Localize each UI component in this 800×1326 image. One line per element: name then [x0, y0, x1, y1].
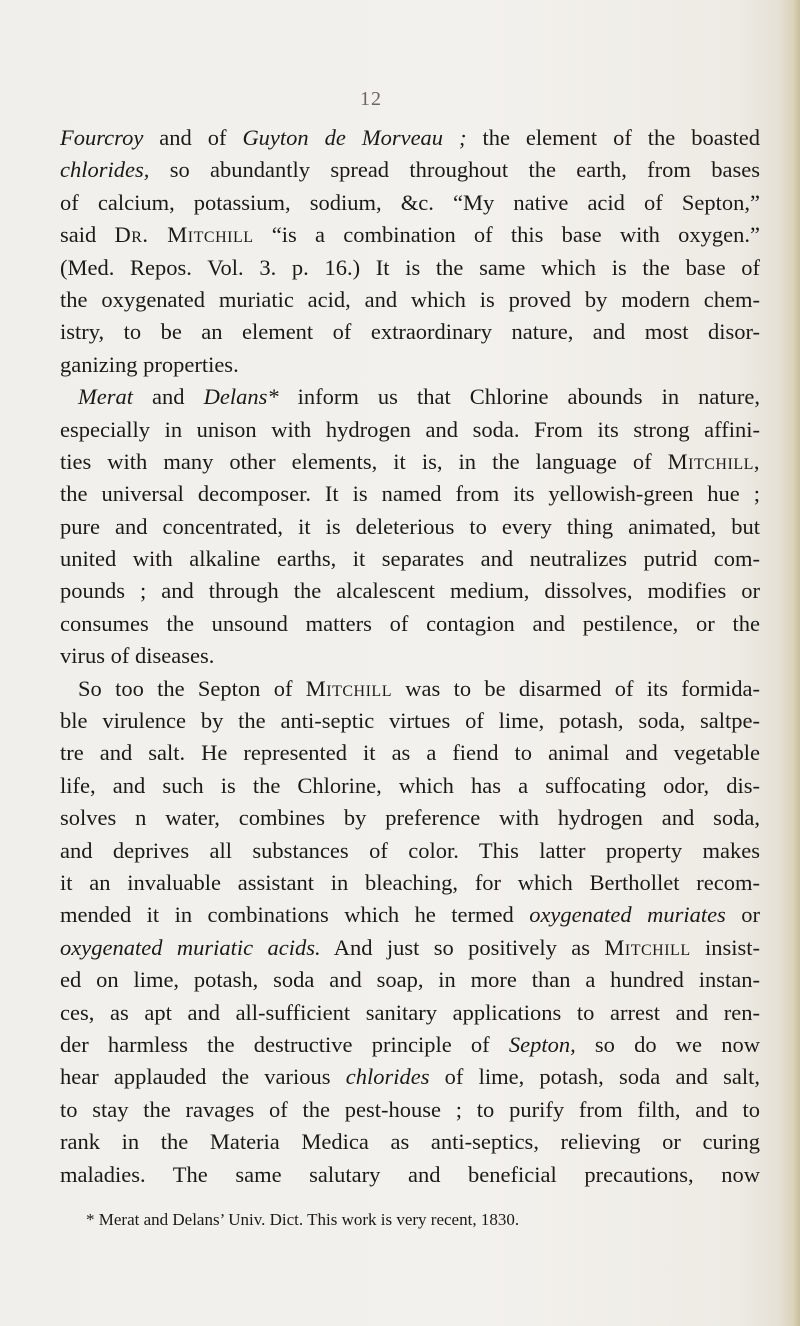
text-segment: Mitchill — [305, 675, 392, 701]
text-line — [60, 122, 760, 154]
text-line — [60, 219, 760, 251]
text-line — [60, 770, 760, 802]
text-line — [60, 575, 760, 607]
text-line — [60, 932, 760, 964]
text-line — [60, 284, 760, 316]
text-segment: mended it in combinations which he termed — [60, 902, 530, 928]
text-segment: Dr. Mitchill — [114, 222, 254, 248]
text-segment: Septon, — [508, 1031, 576, 1057]
text-line — [60, 543, 760, 575]
text-segment: so abundantly spread throughout the earth, from bases — [149, 157, 760, 183]
text-segment: Mitchill — [604, 934, 691, 960]
text-line — [60, 608, 760, 640]
text-segment: or — [725, 902, 761, 928]
text-segment: ganizing properties. — [60, 351, 239, 377]
text-line — [60, 835, 760, 867]
text-segment: hear applauded the various — [60, 1064, 346, 1090]
text-segment: ble virulence by the anti-septic virtues of lime, potash, soda, saltpe- — [60, 708, 760, 734]
text-segment: ces, as apt and all-sufficient sanitary applications to arrest and ren- — [60, 999, 760, 1025]
page-edge-shadow — [778, 0, 800, 1326]
footnote: * Merat and Delans’ Univ. Dict. This work is very recent, 1830. — [86, 1210, 520, 1229]
text-segment: rank in the Materia Medica as anti-septics, relieving or curing — [60, 1129, 760, 1155]
text-line — [60, 802, 760, 834]
text-segment: life, and such is the Chlorine, which has a suffocating odor, dis- — [60, 772, 760, 798]
text-line — [60, 446, 760, 478]
text-segment: ties with many other elements, it is, in the language of — [60, 448, 668, 474]
text-segment: the universal decomposer. It is named from its yellowish-green hue ; — [60, 481, 760, 507]
text-segment: and — [133, 384, 204, 410]
text-segment: and of — [143, 125, 243, 150]
text-segment: especially in unison with hydrogen and soda. From its strong affini- — [60, 416, 760, 442]
text-segment: united with alkaline earths, it separates and neutralizes putrid com- — [60, 546, 760, 572]
text-segment: the oxygenated muriatic acid, and which is proved by modern chem- — [60, 286, 760, 312]
text-segment: Fourcroy — [60, 125, 144, 150]
text-segment: virus of diseases. — [60, 643, 215, 669]
text-segment: Mitchill, — [667, 448, 760, 474]
text-segment: inform us that Chlorine abounds in nature, — [278, 384, 760, 410]
text-segment: said — [60, 222, 115, 248]
text-segment: was to be disarmed of its formida- — [391, 675, 761, 701]
text-line — [60, 349, 760, 381]
text-line — [60, 478, 760, 510]
text-segment: oxygenated muriates — [529, 902, 726, 928]
text-segment: (Med. Repos. Vol. 3. p. 16.) It is the same which is the base of — [60, 254, 760, 280]
text-line — [60, 252, 760, 284]
text-segment: of lime, potash, soda and salt, — [429, 1064, 761, 1090]
text-line — [60, 673, 760, 705]
text-line — [60, 187, 760, 219]
page-number: 12 — [360, 88, 382, 110]
text-line — [60, 154, 760, 186]
text-line — [60, 1159, 760, 1191]
text-line — [60, 511, 760, 543]
text-segment: So too the Septon of — [78, 675, 306, 701]
text-segment: oxygenated muriatic acids. — [60, 934, 321, 960]
text-segment: ed on lime, potash, soda and soap, in more than a hundred instan- — [60, 967, 760, 993]
text-segment: pure and concentrated, it is deleterious to every thing animated, but — [60, 513, 760, 539]
text-segment: “is a combination of this base with oxygen.” — [253, 222, 760, 248]
text-segment: it an invaluable assistant in bleaching, for which Berthollet recom- — [60, 869, 760, 895]
text-segment: Merat — [78, 384, 133, 410]
text-line — [60, 1029, 760, 1061]
text-segment: to stay the ravages of the pest-house ; to purify from filth, and to — [60, 1096, 760, 1122]
text-segment: chlorides — [345, 1064, 430, 1090]
text-line — [60, 1094, 760, 1126]
text-segment: Guyton de Morveau ; — [242, 125, 467, 150]
text-segment: solves n water, combines by preference with hydrogen and soda, — [60, 805, 760, 831]
text-segment: maladies. The same salutary and beneficial precautions, now — [60, 1161, 760, 1187]
text-line — [60, 964, 760, 996]
text-segment: of calcium, potassium, sodium, &c. “My native acid of Septon,” — [60, 189, 760, 215]
text-segment: pounds ; and through the alcalescent medium, dissolves, modifies or — [60, 578, 760, 604]
text-segment: and deprives all substances of color. This latter property makes — [60, 837, 760, 863]
text-line — [60, 316, 760, 348]
text-segment: And just so positively as — [320, 934, 605, 960]
text-line — [60, 1061, 760, 1093]
text-segment: Delans* — [203, 384, 279, 410]
text-segment: so do we now — [575, 1031, 760, 1057]
text-line — [60, 414, 760, 446]
text-line — [60, 640, 760, 672]
text-line — [60, 899, 760, 931]
text-segment: insist- — [690, 934, 760, 960]
text-segment: istry, to be an element of extraordinary nature, and most disor- — [60, 319, 760, 345]
text-line — [60, 737, 760, 769]
text-segment: chlorides, — [60, 157, 150, 183]
body-text — [60, 122, 760, 1191]
text-line — [60, 381, 760, 413]
text-segment: the element of the boasted — [466, 125, 760, 150]
text-line — [60, 867, 760, 899]
text-segment: der harmless the destructive principle of — [60, 1031, 509, 1057]
text-segment: consumes the unsound matters of contagion and pestilence, or the — [60, 610, 760, 636]
text-line — [60, 705, 760, 737]
text-line — [60, 1126, 760, 1158]
text-segment: tre and salt. He represented it as a fiend to animal and vegetable — [60, 740, 760, 766]
text-line — [60, 997, 760, 1029]
